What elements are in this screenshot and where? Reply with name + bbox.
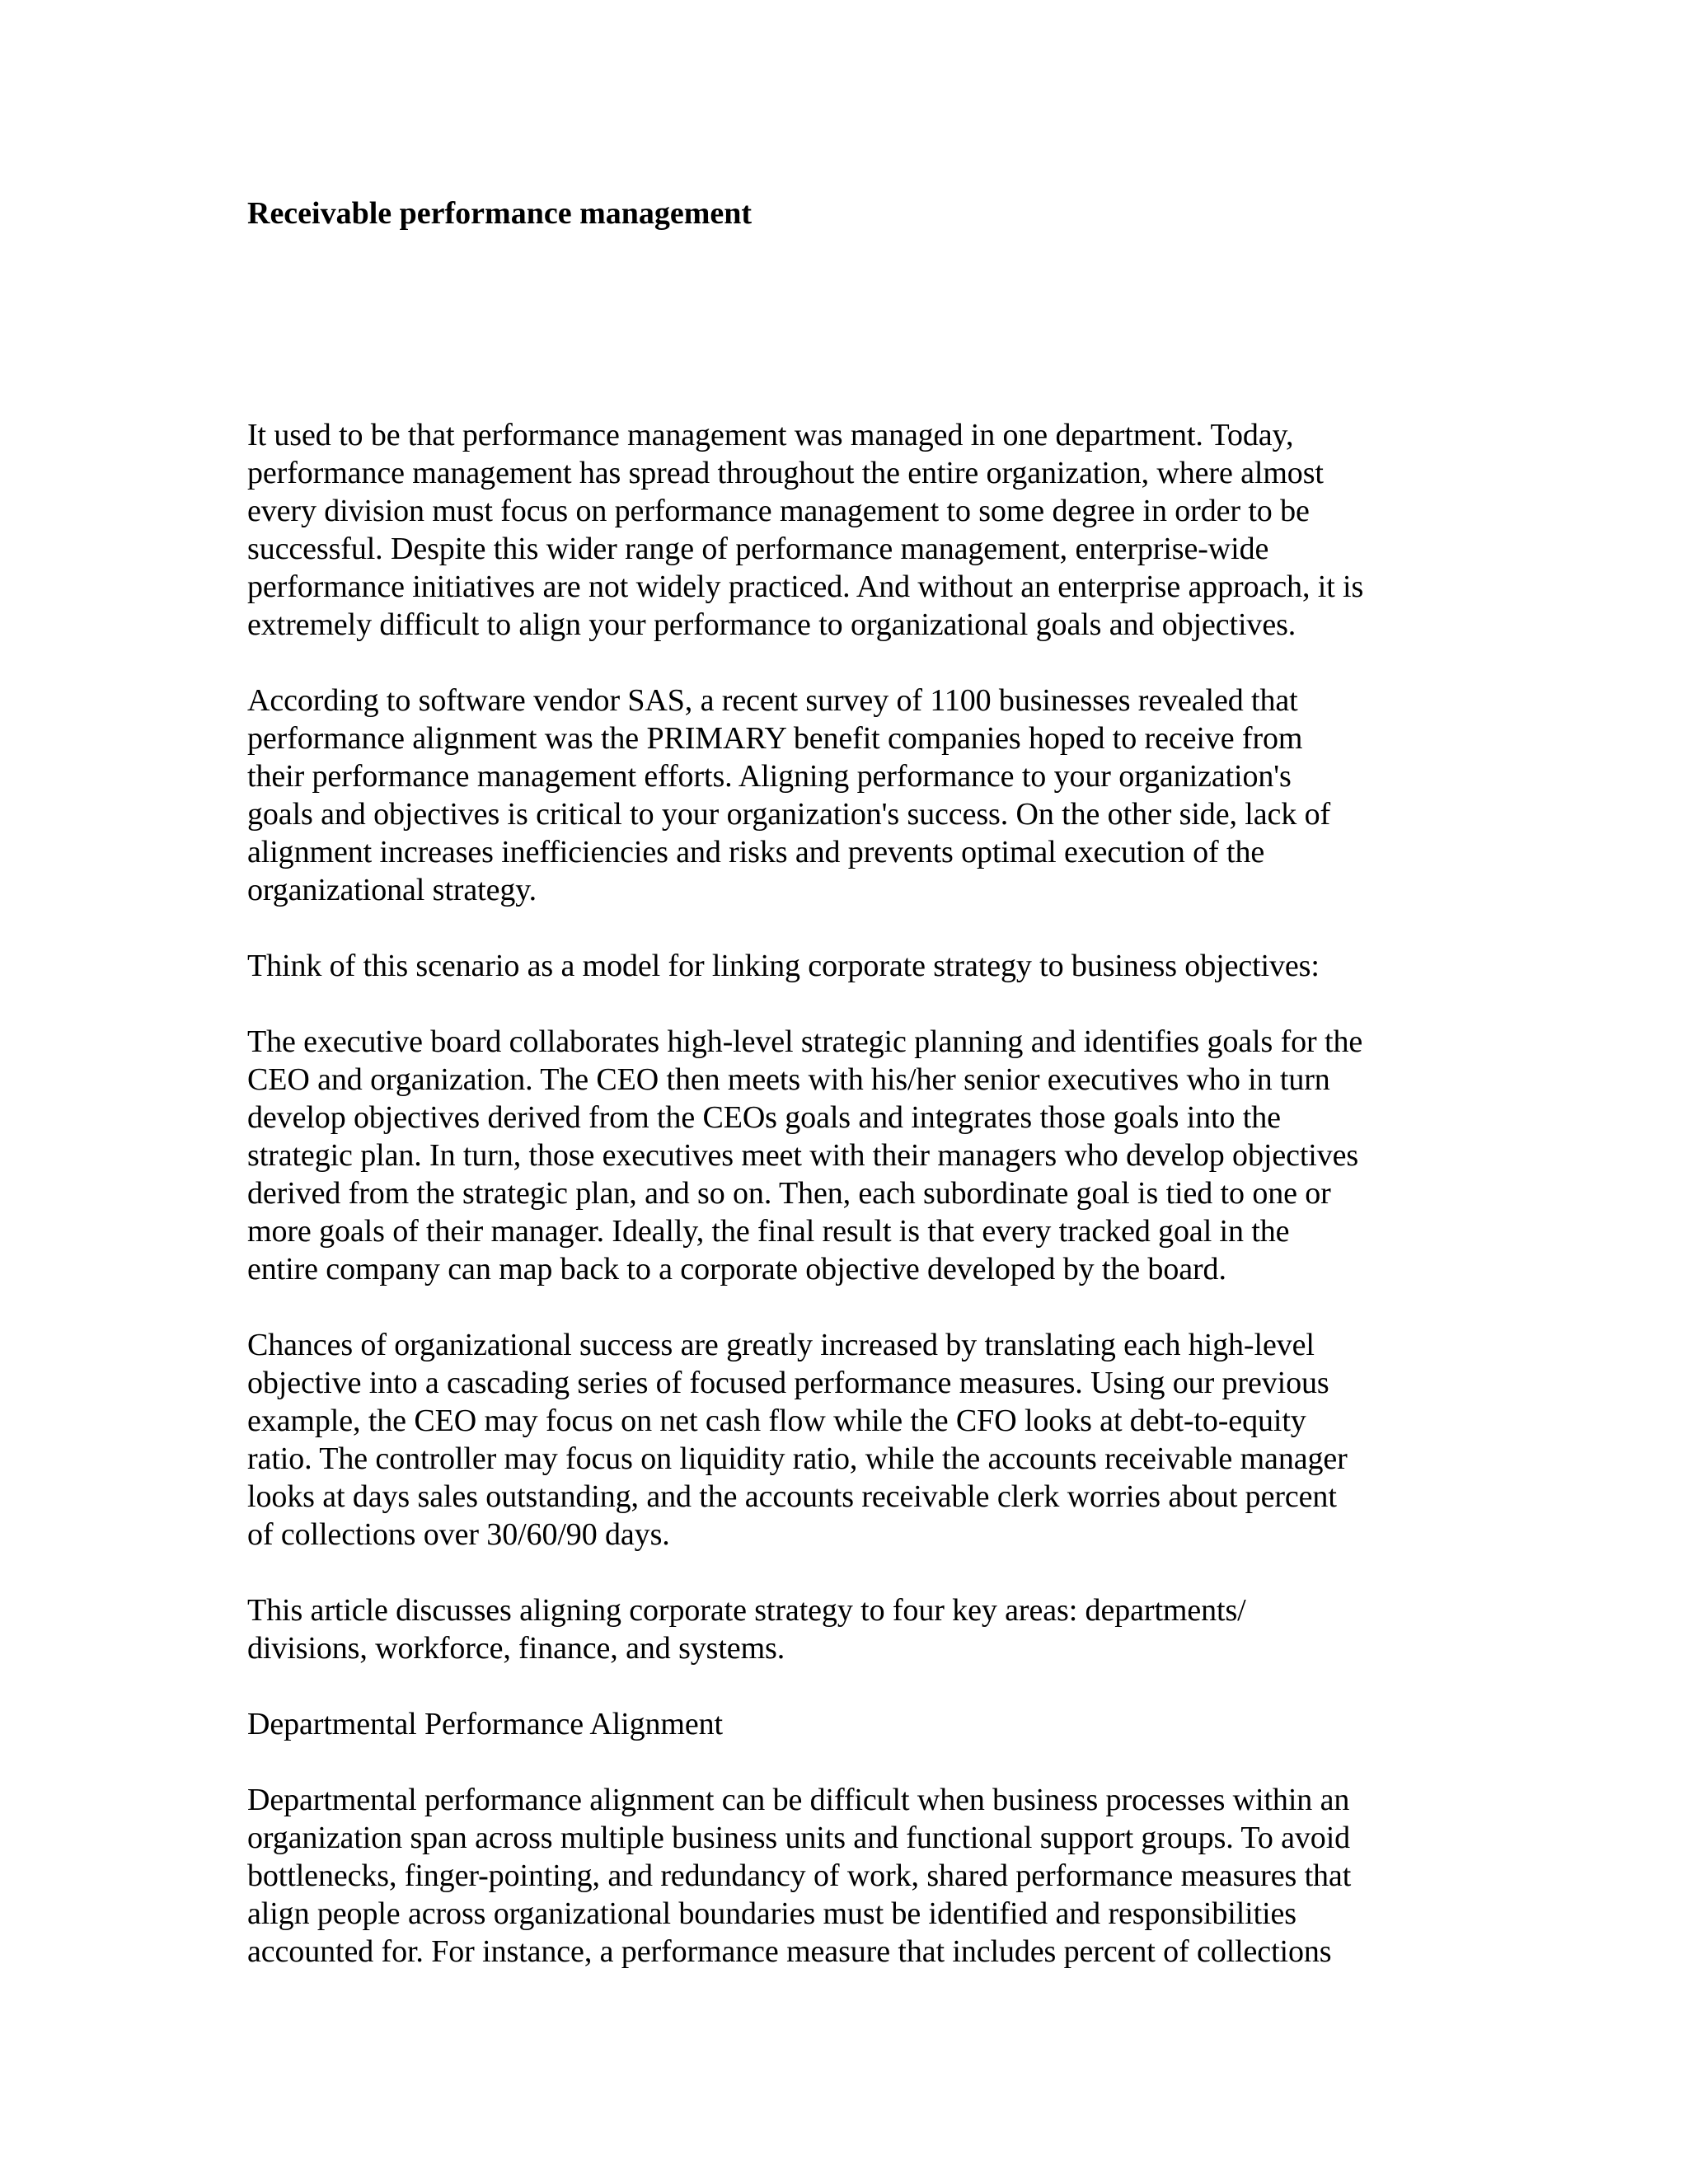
text-line: objective into a cascading series of focused performance measures. Using our previous xyxy=(247,1366,1329,1400)
text-line: organizational strategy. xyxy=(247,873,537,907)
text-line: performance management has spread throughout the entire organization, where almost xyxy=(247,456,1324,490)
text-line: strategic plan. In turn, those executives meet with their managers who develop objectives xyxy=(247,1138,1359,1173)
paragraph-scenario-intro xyxy=(247,947,1467,985)
document-title: Receivable performance management xyxy=(247,196,753,231)
text-line: entire company can map back to a corporate objective developed by the board. xyxy=(247,1252,1226,1286)
text-line: Chances of organizational success are greatly increased by translating each high-level xyxy=(247,1328,1315,1362)
text-line: bottlenecks, finger-pointing, and redundancy of work, shared performance measures that xyxy=(247,1858,1352,1893)
text-line: of collections over 30/60/90 days. xyxy=(247,1517,670,1552)
text-line: every division must focus on performance management to some degree in order to be xyxy=(247,494,1310,528)
paragraph-chances-of-success xyxy=(247,1326,1467,1554)
text-line: According to software vendor SAS, a recent survey of 1100 businesses revealed that xyxy=(247,683,1298,718)
text-line: their performance management efforts. Aligning performance to your organization's xyxy=(247,759,1292,794)
text-line: successful. Despite this wider range of performance management, enterprise-wide xyxy=(247,532,1269,566)
paragraph-intro xyxy=(247,416,1467,644)
text-line: develop objectives derived from the CEOs goals and integrates those goals into the xyxy=(247,1100,1281,1135)
paragraph-departmental-alignment xyxy=(247,1781,1467,1971)
text-line: CEO and organization. The CEO then meets with his/her senior executives who in turn xyxy=(247,1062,1330,1097)
paragraph-sas-survey xyxy=(247,682,1467,909)
text-line: This article discusses aligning corporate strategy to four key areas: departments/ xyxy=(247,1593,1246,1628)
text-line: divisions, workforce, finance, and systems. xyxy=(247,1631,785,1666)
text-line: ratio. The controller may focus on liquidity ratio, while the accounts receivable manager xyxy=(247,1441,1348,1476)
text-line: performance alignment was the PRIMARY benefit companies hoped to receive from xyxy=(247,721,1303,756)
text-line: The executive board collaborates high-level strategic planning and identifies goals for the xyxy=(247,1024,1363,1059)
text-line: performance initiatives are not widely practiced. And without an enterprise approach, it is xyxy=(247,569,1364,604)
text-line: Departmental performance alignment can be difficult when business processes within an xyxy=(247,1783,1350,1817)
text-line: example, the CEO may focus on net cash flow while the CFO looks at debt-to-equity xyxy=(247,1404,1306,1438)
text-line: It used to be that performance management was managed in one department. Today, xyxy=(247,418,1294,452)
text-line: align people across organizational boundaries must be identified and responsibilities xyxy=(247,1896,1296,1931)
text-line: alignment increases inefficiencies and risks and prevents optimal execution of the xyxy=(247,835,1265,869)
paragraph-article-scope xyxy=(247,1591,1467,1667)
text-line: more goals of their manager. Ideally, the final result is that every tracked goal in the xyxy=(247,1214,1290,1249)
text-line: extremely difficult to align your performance to organizational goals and objectives. xyxy=(247,607,1296,642)
section-heading-departmental-alignment xyxy=(247,1705,1467,1743)
text-line: Departmental Performance Alignment xyxy=(247,1707,723,1741)
text-line: organization span across multiple business units and functional support groups. To avoid xyxy=(247,1821,1351,1855)
text-line: looks at days sales outstanding, and the accounts receivable clerk worries about percent xyxy=(247,1479,1337,1514)
text-line: accounted for. For instance, a performance measure that includes percent of collections xyxy=(247,1934,1332,1969)
text-line: derived from the strategic plan, and so on. Then, each subordinate goal is tied to one or xyxy=(247,1176,1331,1211)
document-body xyxy=(247,194,1467,1971)
text-line: Think of this scenario as a model for linking corporate strategy to business objectives: xyxy=(247,949,1320,983)
text-line: goals and objectives is critical to your organization's success. On the other side, lack of xyxy=(247,797,1331,832)
paragraph-executive-board xyxy=(247,1023,1467,1288)
